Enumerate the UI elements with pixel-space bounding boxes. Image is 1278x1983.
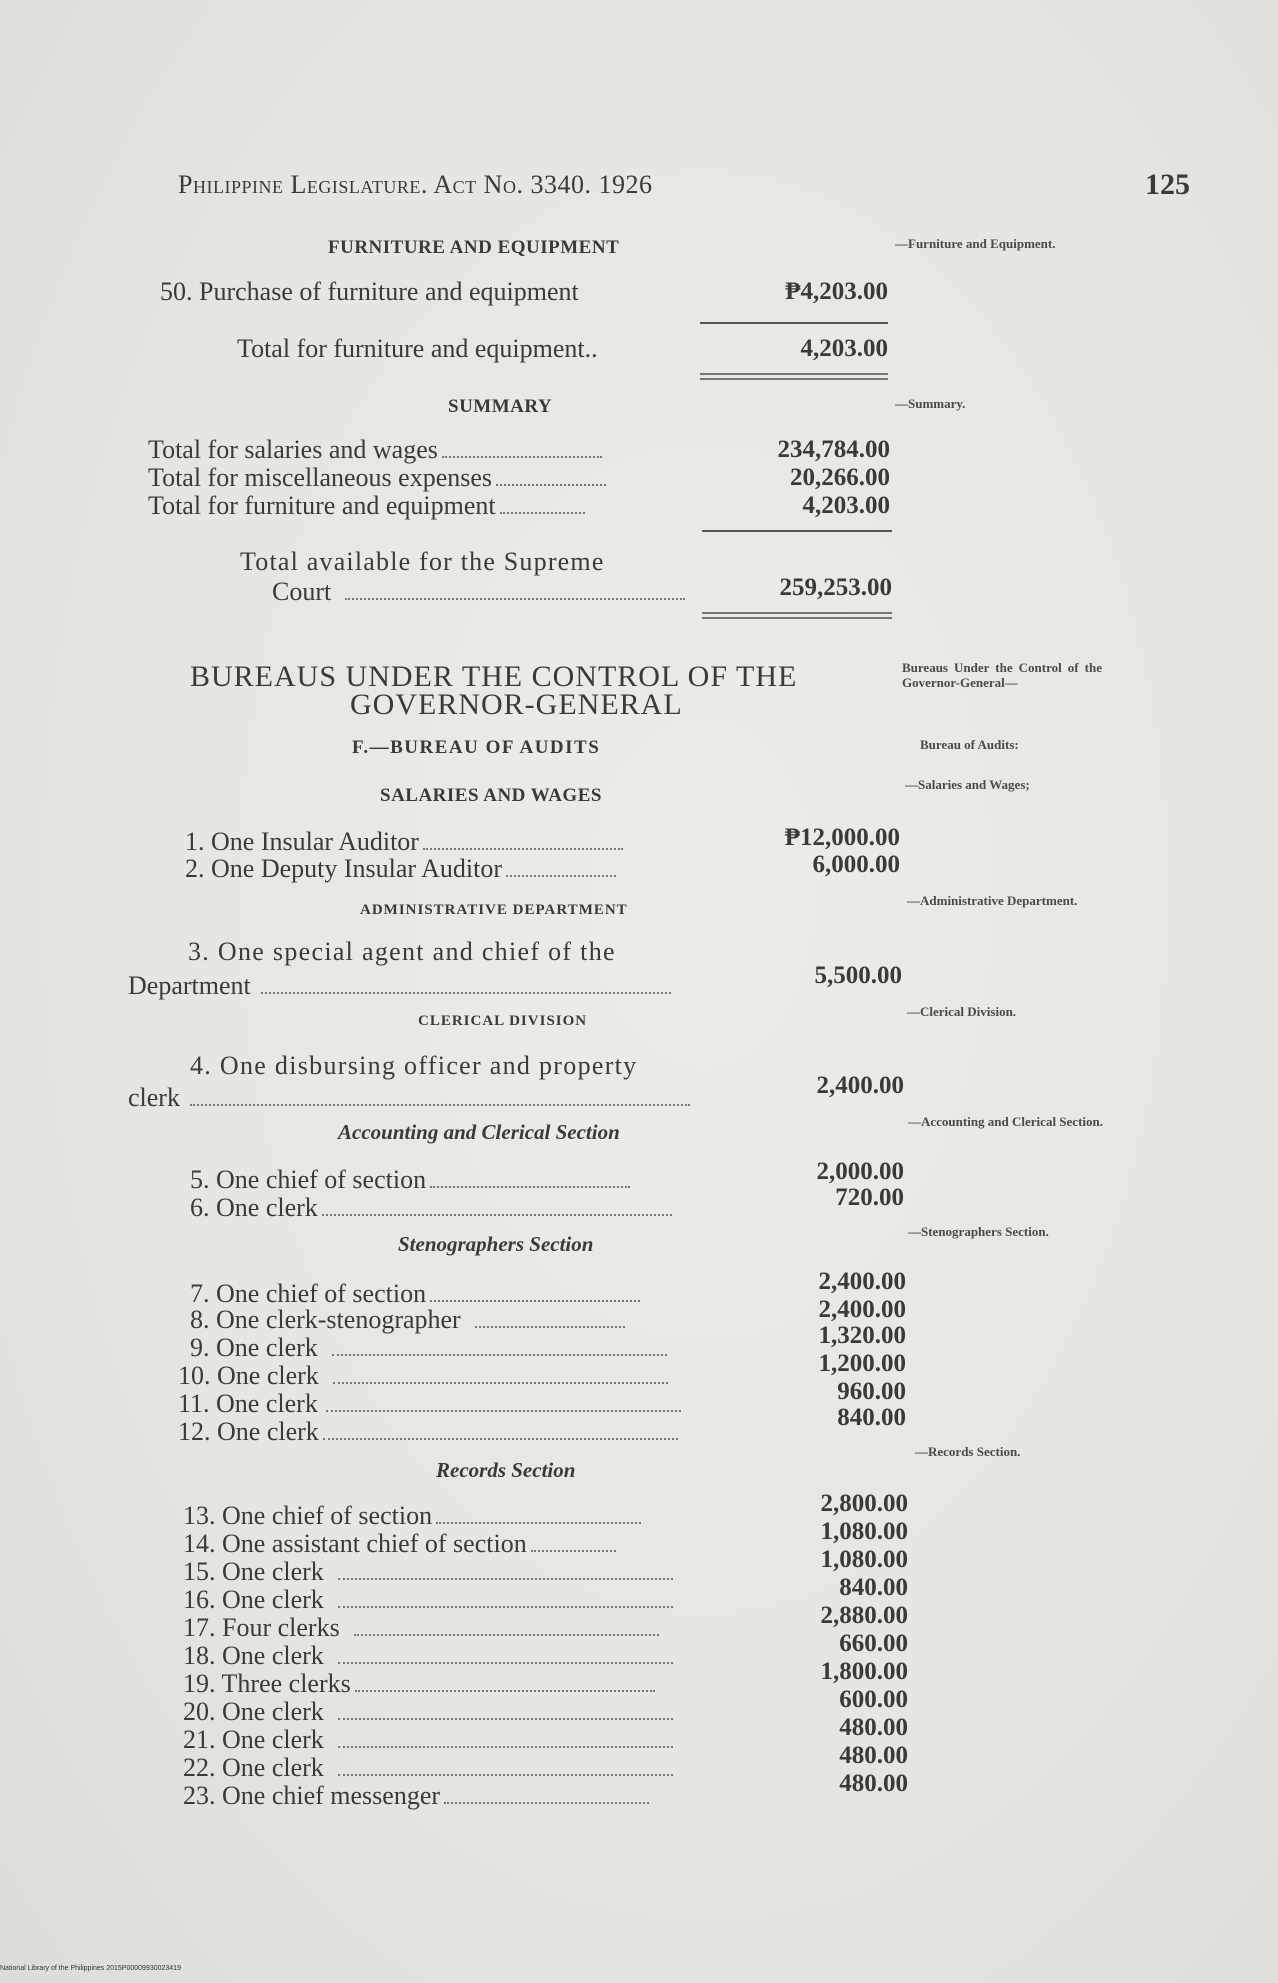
stenographers-row-label: 12. One clerk	[178, 1417, 319, 1446]
records-row	[183, 1502, 641, 1530]
accounting-row-amount: 720.00	[835, 1184, 904, 1211]
stenographers-row	[178, 1390, 681, 1418]
records-row-label: 23. One chief messenger	[183, 1781, 441, 1810]
accounting-row-label: 6. One clerk	[190, 1193, 318, 1222]
dot-leader	[323, 1430, 678, 1440]
dot-leader	[423, 840, 623, 850]
salaries-margin-note: —Salaries and Wages;	[905, 777, 1030, 792]
stenographers-row-amount: 1,200.00	[818, 1350, 906, 1377]
records-row-amount: 2,800.00	[820, 1490, 908, 1517]
salary-row	[185, 828, 623, 856]
stenographers-row-label: 8. One clerk-stenographer	[190, 1305, 461, 1334]
stenographers-row-amount: 960.00	[837, 1378, 906, 1405]
dot-leader	[338, 1766, 673, 1776]
stenographers-row	[178, 1418, 678, 1446]
records-row	[183, 1754, 673, 1782]
stenographers-row-label: 7. One chief of section	[190, 1279, 427, 1308]
admin-heading: ADMINISTRATIVE DEPARTMENT	[360, 902, 628, 918]
salary-row-amount: ₱12,000.00	[784, 824, 900, 851]
furniture-heading: FURNITURE AND EQUIPMENT	[328, 237, 620, 258]
records-row-amount: 480.00	[839, 1742, 908, 1769]
records-row	[183, 1586, 673, 1614]
records-row	[183, 1614, 659, 1642]
page-number: 125	[1145, 168, 1190, 201]
bureaus-margin-note: Bureaus Under the Control of the Governor-General—	[902, 660, 1102, 690]
clerical-amount: 2,400.00	[816, 1072, 904, 1099]
dot-leader	[444, 1794, 649, 1804]
dot-leader	[322, 1206, 672, 1216]
records-row-label: 15. One clerk	[183, 1557, 324, 1586]
summary-grand-label-2: Court	[272, 577, 332, 606]
dot-leader	[531, 1542, 616, 1552]
dot-leader	[436, 1514, 641, 1524]
records-row-label: 14. One assistant chief of section	[183, 1529, 527, 1558]
dot-leader	[355, 1682, 655, 1692]
salary-row-label: 2. One Deputy Insular Auditor	[185, 854, 503, 883]
summary-row-label: Total for furniture and equipment	[148, 491, 496, 520]
stenographers-row	[190, 1306, 625, 1334]
furniture-total-label: Total for furniture and equipment..	[237, 334, 598, 363]
summary-grand-amount: 259,253.00	[779, 574, 892, 601]
furniture-rule	[700, 322, 888, 324]
records-row-label: 21. One clerk	[183, 1725, 324, 1754]
dot-leader	[475, 1318, 625, 1328]
dot-leader	[338, 1738, 673, 1748]
accounting-row	[190, 1194, 672, 1222]
summary-row-amount: 4,203.00	[802, 492, 890, 519]
summary-row-label: Total for miscellaneous expenses	[148, 463, 493, 492]
records-row-label: 19. Three clerks	[183, 1669, 351, 1698]
admin-line-2: Department	[128, 971, 251, 1000]
accounting-heading: Accounting and Clerical Section	[338, 1120, 620, 1144]
records-row	[183, 1642, 673, 1670]
stenographers-row	[190, 1280, 640, 1308]
records-row	[183, 1726, 673, 1754]
dot-leader	[442, 448, 602, 458]
stenographers-row-label: 11. One clerk	[178, 1389, 318, 1418]
records-row-amount: 840.00	[839, 1574, 908, 1601]
dot-leader	[506, 867, 616, 877]
records-row-label: 22. One clerk	[183, 1753, 324, 1782]
stenographers-row-amount: 2,400.00	[818, 1296, 906, 1323]
records-row-amount: 600.00	[839, 1686, 908, 1713]
admin-line-2-wrap	[128, 972, 671, 1000]
records-row	[183, 1698, 673, 1726]
admin-amount: 5,500.00	[814, 962, 902, 989]
summary-row	[148, 436, 602, 464]
stenographers-margin-note: —Stenographers Section.	[908, 1224, 1049, 1239]
records-row	[183, 1782, 649, 1810]
stenographers-row	[178, 1362, 668, 1390]
summary-row-amount: 20,266.00	[790, 464, 890, 491]
dot-leader	[326, 1402, 681, 1412]
dot-leader	[430, 1178, 630, 1188]
stenographers-row-label: 10. One clerk	[178, 1361, 319, 1390]
summary-row-amount: 234,784.00	[777, 436, 890, 463]
records-row-amount: 480.00	[839, 1714, 908, 1741]
admin-margin-note: —Administrative Department.	[907, 893, 1078, 908]
scan-footer: National Library of the Philippines 2015P00009930023419	[0, 1965, 181, 1972]
furniture-margin-note: —Furniture and Equipment.	[895, 236, 1056, 251]
records-row-label: 13. One chief of section	[183, 1501, 433, 1530]
dot-leader	[354, 1626, 659, 1636]
dot-leader	[500, 504, 585, 514]
records-row-label: 18. One clerk	[183, 1641, 324, 1670]
summary-double-rule	[702, 612, 892, 619]
furniture-item	[160, 278, 579, 306]
summary-row	[148, 464, 606, 492]
admin-line-1: 3. One special agent and chief of the	[188, 937, 616, 966]
records-row	[183, 1670, 655, 1698]
records-row-amount: 1,080.00	[820, 1518, 908, 1545]
clerical-margin-note: —Clerical Division.	[907, 1004, 1017, 1019]
dot-leader	[345, 590, 685, 600]
summary-grand-label-1: Total available for the Supreme	[240, 547, 605, 576]
dot-leader	[496, 476, 606, 486]
records-row-amount: 1,080.00	[820, 1546, 908, 1573]
stenographers-row-amount: 1,320.00	[818, 1322, 906, 1349]
summary-margin-note: —Summary.	[895, 396, 966, 411]
records-row-amount: 660.00	[839, 1630, 908, 1657]
dot-leader	[190, 1096, 690, 1106]
records-heading: Records Section	[436, 1458, 576, 1482]
dot-leader	[338, 1598, 673, 1608]
clerical-line-2-wrap	[128, 1084, 690, 1112]
records-row	[183, 1558, 673, 1586]
furniture-total-amount: 4,203.00	[800, 335, 888, 362]
records-row	[183, 1530, 616, 1558]
summary-heading: SUMMARY	[448, 396, 553, 417]
summary-row-label: Total for salaries and wages	[148, 435, 438, 464]
salary-row-label: 1. One Insular Auditor	[185, 827, 419, 856]
dot-leader	[338, 1710, 673, 1720]
dot-leader	[430, 1292, 640, 1302]
clerical-heading: CLERICAL DIVISION	[418, 1013, 588, 1029]
records-row-amount: 1,800.00	[820, 1658, 908, 1685]
stenographers-row-amount: 840.00	[837, 1404, 906, 1431]
salary-row	[185, 855, 616, 883]
clerical-line-2: clerk	[128, 1083, 180, 1112]
accounting-row-amount: 2,000.00	[816, 1158, 904, 1185]
stenographers-row	[190, 1334, 667, 1362]
summary-rule	[702, 530, 892, 532]
dot-leader	[338, 1570, 673, 1580]
bureaus-heading-2: GOVERNOR-GENERAL	[350, 688, 683, 721]
stenographers-row-label: 9. One clerk	[190, 1333, 318, 1362]
accounting-row-label: 5. One chief of section	[190, 1165, 427, 1194]
salary-row-amount: 6,000.00	[812, 851, 900, 878]
stenographers-heading: Stenographers Section	[398, 1232, 594, 1256]
summary-grand-label-2-wrap	[272, 578, 685, 606]
furniture-item-label: 50. Purchase of furniture and equipment	[160, 277, 579, 306]
dot-leader	[261, 984, 671, 994]
records-row-label: 16. One clerk	[183, 1585, 324, 1614]
dot-leader	[338, 1654, 673, 1664]
stenographers-row-amount: 2,400.00	[818, 1268, 906, 1295]
salaries-heading: SALARIES AND WAGES	[380, 785, 602, 806]
furniture-double-rule	[700, 373, 888, 380]
summary-row	[148, 492, 585, 520]
furniture-item-amount: ₱4,203.00	[785, 278, 888, 305]
records-row-amount: 480.00	[839, 1770, 908, 1797]
accounting-row	[190, 1166, 630, 1194]
accounting-margin-note: —Accounting and Clerical Section.	[908, 1114, 1103, 1129]
records-row-label: 20. One clerk	[183, 1697, 324, 1726]
dot-leader	[333, 1374, 668, 1384]
running-header: Philippine Legislature. Act No. 3340. 1926	[178, 170, 653, 199]
bureau-of-audits-margin-note: Bureau of Audits:	[920, 737, 1019, 752]
records-row-label: 17. Four clerks	[183, 1613, 340, 1642]
clerical-line-1: 4. One disbursing officer and property	[190, 1051, 638, 1080]
bureau-of-audits-heading: F.—BUREAU OF AUDITS	[352, 737, 601, 758]
bureaus-heading-1: BUREAUS UNDER THE CONTROL OF THE	[190, 660, 798, 693]
records-margin-note: —Records Section.	[915, 1444, 1021, 1459]
records-row-amount: 2,880.00	[820, 1602, 908, 1629]
dot-leader	[332, 1346, 667, 1356]
